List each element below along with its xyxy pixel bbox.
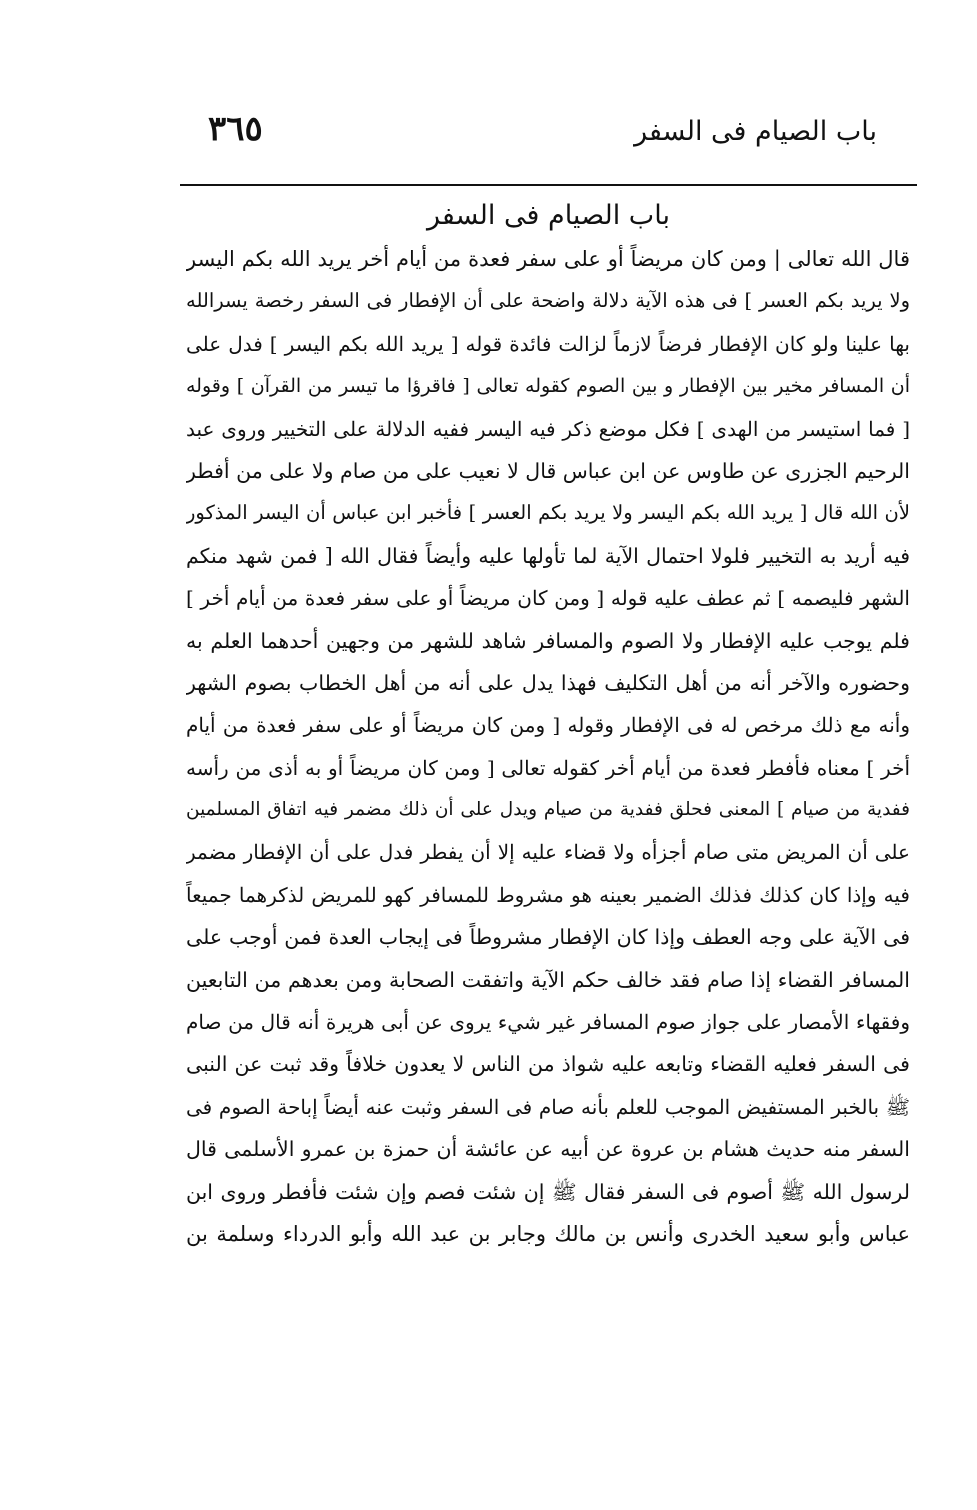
text-line: فيه أريد به التخيير فلولا احتمال الآية لما تأولها عليه وأيضاً فقال الله [ فمن شهد منكم [186,543,910,568]
text-line: فى الآية على وجه العطف وإذا كان الإفطار مشروطاً فى إيجاب العدة فمن أوجب على [186,925,910,950]
text-line: الشهر فليصمه ] ثم عطف عليه قوله [ ومن كان مريضاً أو على سفر فعدة من أيام أخر ] [186,586,910,611]
text-line: المسافر القضاء إذا صام فقد خالف حكم الآية واتفقت الصحابة ومن بعدهم من التابعين [186,967,910,992]
text-line: ولا يريد بكم العسر ] فى هذه الآية دلالة واضحة على أن الإفطار فى السفر رخصة يسرالله [186,289,910,313]
text-line: أخر ] معناه فأفطر فعدة من أيام أخر كقوله تعالى [ ومن كان مريضاً أو به أذى من رأسه [186,755,910,780]
text-line: ففدية من صيام ] المعنى فحلق ففدية من صيام ويدل على أن ذلك مضمر فيه اتفاق المسلمين [186,799,910,821]
text-line: وفقهاء الأمصار على جواز صوم المسافر غير شيء يروى عن أبى هريرة أنه قال من صام [186,1010,910,1035]
text-line: السفر منه حديث هشام بن عروة عن أبيه عن عائشة أن حمزة بن عمرو الأسلمى قال [186,1137,910,1162]
text-line: لأن الله قال [ يريد الله بكم اليسر ولا يريد بكم العسر ] فأخبر ابن عباس أن اليسر المذكور [186,501,910,525]
page-number: ٣٦٥ [208,109,263,149]
text-line: أن المسافر مخير بين الإفطار و بين الصوم كقوله تعالى [ فاقرؤا ما تيسر من القرآن ] وقوله [186,375,910,398]
text-line: على أن المريض متى صام أجزأه ولا قضاء عليه إلا أن يفطر فدل على أن الإفطار مضمر [186,840,910,865]
text-line: عباس وأبو سعيد الخدرى وأنس بن مالك وجابر بن عبد الله وأبو الدرداء وسلمة بن [186,1221,910,1246]
body-text [186,238,910,1255]
running-title: باب الصيام فى السفر [634,116,877,147]
text-line: لرسول الله ﷺ أصوم فى السفر فقال ﷺ إن شئت فصم وإن شئت فأفطر وروى ابن [186,1179,910,1204]
text-line: [ فما استيسر من الهدى ] فكل موضع ذكر فيه اليسر ففيه الدلالة على التخيير وروى عبد [186,416,910,441]
header-rule [180,184,917,186]
text-line: فيه وإذا كان كذلك فذلك الضمير بعينه هو مشروط للمسافر كهو للمريض لذكرهما جميعاً [186,882,910,907]
text-line: فلم يوجب عليه الإفطار ولا الصوم والمسافر شاهد للشهر من وجهين أحدهما العلم به [186,628,910,653]
text-line: وأنه مع ذلك مرخص له فى الإفطار وقوله [ ومن كان مريضاً أو على سفر فعدة من أيام [186,713,910,738]
text-line: ﷺ بالخبر المستفيض الموجب للعلم بأنه صام فى السفر وثبت عنه أيضاً إباحة الصوم فى [186,1094,910,1119]
text-line: بها علينا ولو كان الإفطار فرضاً لازماً لزالت فائدة قوله [ يريد الله بكم اليسر ] فدل على [186,331,910,356]
text-line: الرحيم الجزرى عن طاوس عن ابن عباس قال لا نعيب على من صام ولا على من أفطر [186,458,910,483]
text-line: وحضوره والآخر أنه من أهل التكليف فهذا يدل على أنه من أهل الخطاب بصوم الشهر [186,670,910,695]
text-line: فى السفر فعليه القضاء وتابعه عليه شواذ من الناس لا يعدون خلافاً وقد ثبت عن النبى [186,1052,910,1077]
section-title: باب الصيام فى السفر [427,200,670,231]
text-line: قال الله تعالى | ومن كان مريضاً أو على سفر فعدة من أيام أخر يريد الله بكم اليسر [186,247,910,271]
running-header [180,104,917,168]
